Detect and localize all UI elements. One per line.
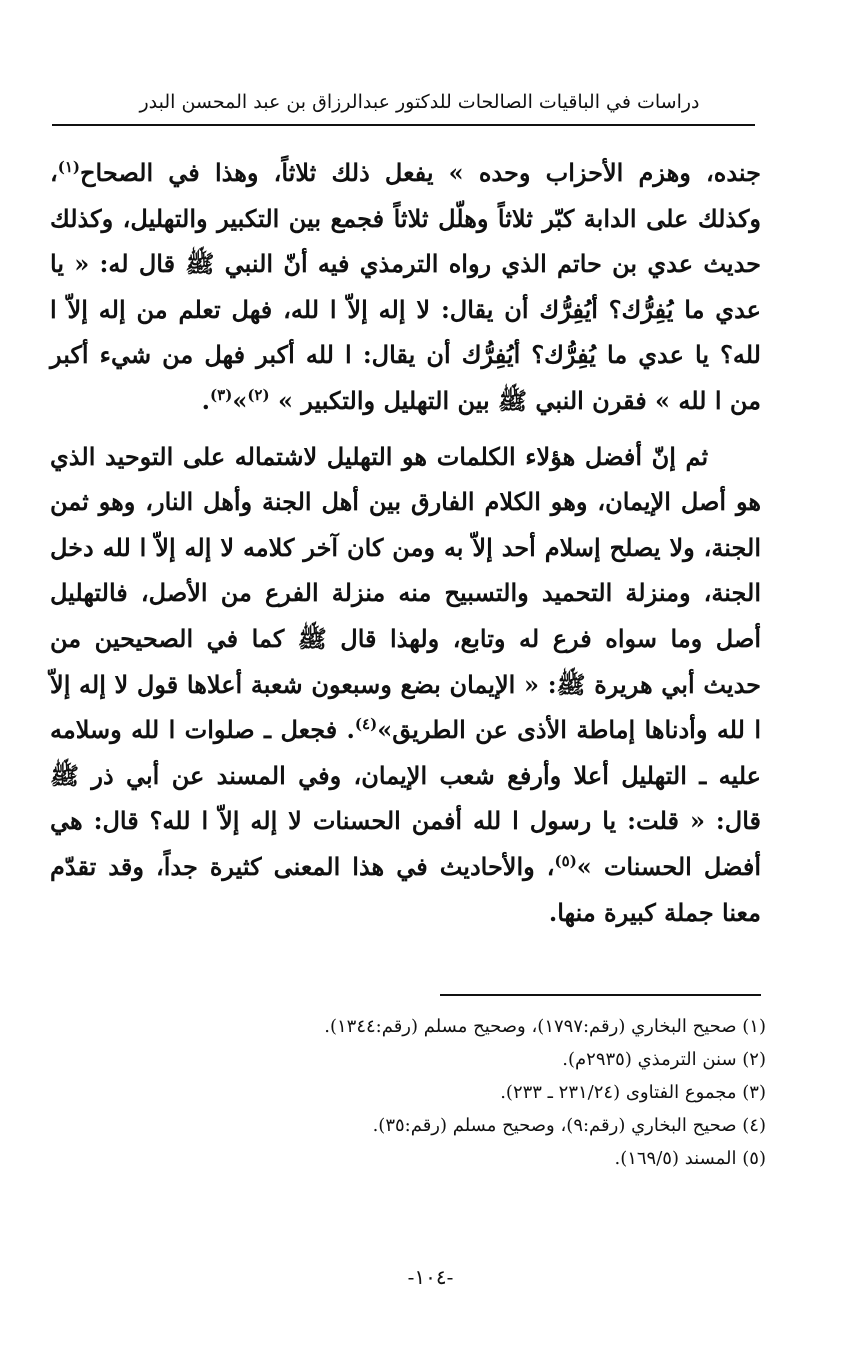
footnote-ref-4: (٤) — [354, 715, 378, 734]
footnote-4: (٤) صحيح البخاري (رقم:٩)، وصحيح مسلم (رقم:٣٥). — [372, 1115, 766, 1136]
page-number: -١٠٤- — [407, 1265, 454, 1289]
footnote-3: (٣) مجموع الفتاوى (٢٣١/٢٤ ـ ٢٣٣). — [500, 1082, 766, 1103]
footnote-5: (٥) المسند (١٦٩/٥). — [614, 1148, 766, 1169]
footnote-1: (١) صحيح البخاري (رقم:١٧٩٧)، وصحيح مسلم (رقم:١٣٤٤). — [324, 1016, 766, 1037]
paragraph-1-text-c: » — [232, 385, 248, 415]
paragraph-1-text-b: ، وكذلك على الدابة كبّر ثلاثاً وهلّل ثلاثاً فجمع بين التكبير والتهليل، وكذلك حديث عدي بن حاتم الذي رواه الترمذي فيه أنّ النبي ﷺ قال له: « يا عدي ما يُفِرُّك؟ أيُفِرُّك أن يقال: لا إله إلاّ ا لله، فهل تعلم من إله إلاّ ا لله؟ يا عدي ما يُفِرُّك؟ أيُفِرُّك أن يقال: ا لله أكبر فهل من شيء أكبر من ا لله » فقرن النبي ﷺ بين التهليل والتكبير » — [50, 158, 762, 415]
paragraph-2-text-c: ، والأحاديث في هذا المعنى كثيرة جداً، وقد تقدّم معنا جملة كبيرة منها. — [50, 851, 761, 927]
paragraph-2-text-b: . فجعل ـ صلوات ا لله وسلامه عليه ـ التهليل أعلا وأرفع شعب الإيمان، وفي المسند عن أبي ذر ﷺ قال: « قلت: يا رسول ا لله أفمن الحسنات لا إله إلاّ ا لله؟ قال: هي أفضل الحسنات » — [50, 715, 761, 881]
running-header: دراسات في الباقيات الصالحات للدكتور عبدالرزاق بن عبد المحسن البدر — [139, 91, 700, 113]
footnote-ref-1: (١) — [57, 158, 81, 176]
footnote-ref-5: (٥) — [554, 851, 577, 870]
paragraph-2-text-a: ثم إنّ أفضل هؤلاء الكلمات هو التهليل لاشتماله على التوحيد الذي هو أصل الإيمان، وهو الكلام الفارق بين أهل الجنة وأهل النار، وهو ثمن الجنة، ولا يصلح إسلام أحد إلاّ به ومن كان آخر كلامه لا إله إلاّ ا لله دخل الجنة، ومنزلة التحميد والتسبيح منه منزلة الفرع من الأصل، فالتهليل أصل وما سواه فرع له وتابع، ولهذا قال ﷺ كما في الصحيحين من حديث أبي هريرة ﷺ: « الإيمان بضع وسبعون شعبة أعلاها قول لا إله إلاّ ا لله وأدناها إماطة الأذى عن الطريق» — [50, 441, 762, 745]
paragraph-1-text-a: جنده، وهزم الأحزاب وحده » يفعل ذلك ثلاثاً، وهذا في الصحاح — [80, 158, 761, 187]
footnote-ref-2: (٢) — [247, 385, 270, 404]
paragraph-1 — [50, 150, 761, 424]
paragraph-1-text-d: . — [201, 385, 211, 415]
footnote-ref-3: (٣) — [210, 385, 233, 404]
footnote-rule — [440, 994, 761, 996]
main-text — [50, 150, 761, 935]
paragraph-2 — [50, 434, 761, 936]
footnotes — [60, 1010, 766, 1175]
header-rule — [52, 124, 755, 126]
footnote-2: (٢) سنن الترمذي (٢٩٣٥م). — [562, 1049, 766, 1070]
